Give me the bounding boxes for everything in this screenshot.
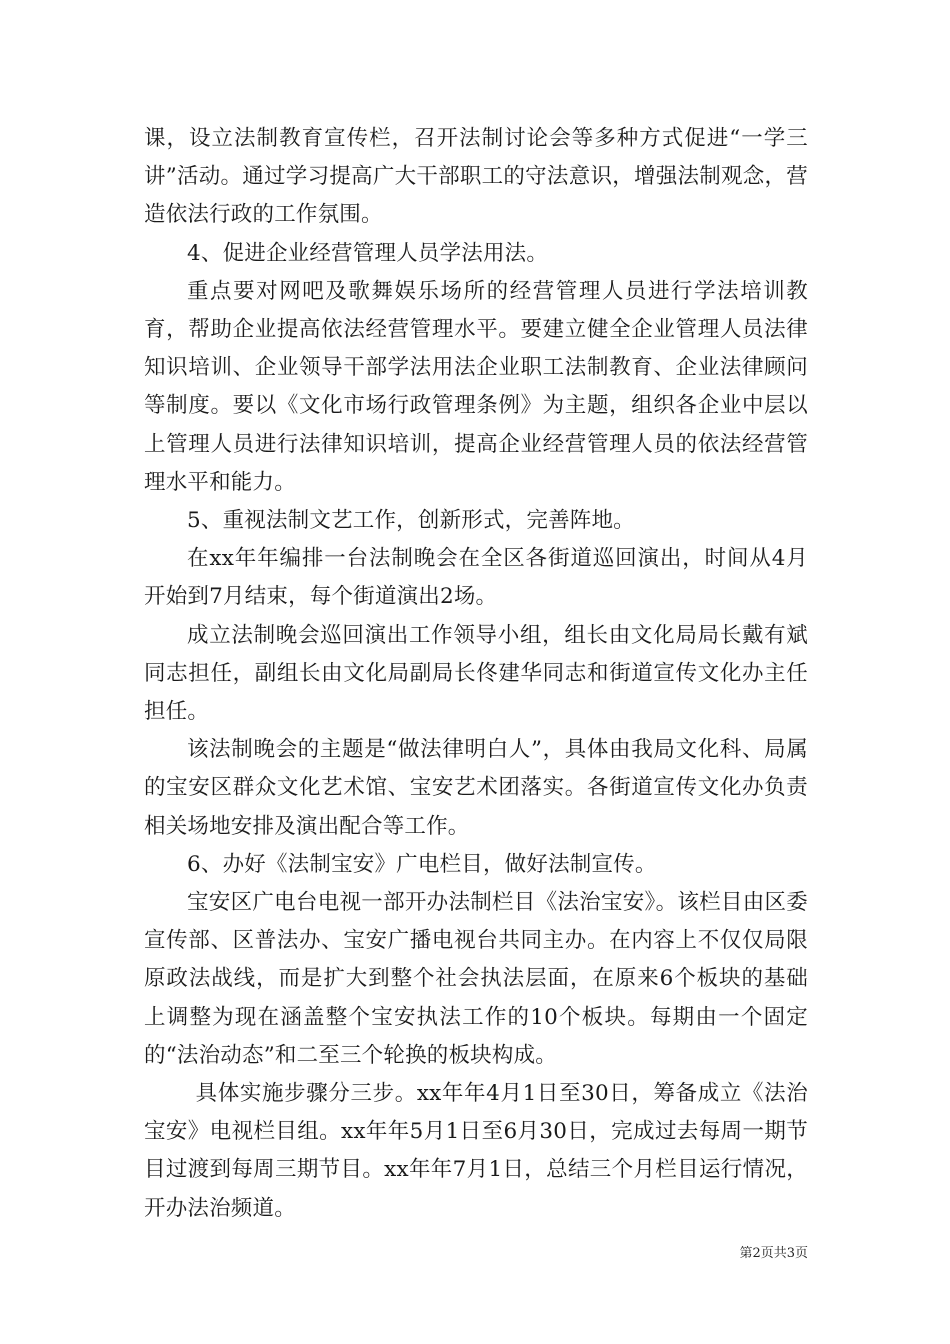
document-body [144,120,808,1228]
paragraph: 具体实施步骤分三步。xx年年4月1日至30日，筹备成立《法治宝安》电视栏目组。xx年年5月1日至6月30日，完成过去每周一期节目过渡到每周三期节目。xx年年7月1日，总结三个月栏目运行情况，开办法治频道。 [144,1081,809,1221]
paragraph: 成立法制晚会巡回演出工作领导小组，组长由文化局局长戴有斌同志担任，副组长由文化局副局长佟建华同志和街道宣传文化办主任担任。 [144,622,808,725]
section-heading-4: 4、促进企业经营管理人员学法用法。 [187,240,549,266]
paragraph-continuation: 课，设立法制教育宣传栏，召开法制讨论会等多种方式促进“一学三讲”活动。通过学习提高广大干部职工的守法意识，增强法制观念，营造依法行政的工作氛围。 [144,126,808,228]
paragraph: 宝安区广电台电视一部开办法制栏目《法治宝安》。该栏目由区委宣传部、区普法办、宝安广播电视台共同主办。在内容上不仅仅局限原政法战线，而是扩大到整个社会执法层面，在原来6个板块的基础上调整为现在涵盖整个宝安执法工作的10个板块。每期由一个固定的“法治动态”和二至三个轮换的板块构成。 [144,890,808,1068]
section-heading-5: 5、重视法制文艺工作，创新形式，完善阵地。 [187,508,635,534]
paragraph: 重点要对网吧及歌舞娱乐场所的经营管理人员进行学法培训教育，帮助企业提高依法经营管理水平。要建立健全企业管理人员法律知识培训、企业领导干部学法用法企业职工法制教育、企业法律顾问等制度。要以《文化市场行政管理条例》为主题，组织各企业中层以上管理人员进行法律知识培训，提高企业经营管理人员的依法经营管理水平和能力。 [144,278,808,495]
section-heading-6: 6、办好《法制宝安》广电栏目，做好法制宣传。 [187,851,657,877]
paragraph: 该法制晚会的主题是“做法律明白人”，具体由我局文化科、局属的宝安区群众文化艺术馆、宝安艺术团落实。各街道宣传文化办负责相关场地安排及演出配合等工作。 [144,737,808,839]
page-number: 第2页共3页 [739,1246,808,1261]
paragraph: 在xx年年编排一台法制晚会在全区各街道巡回演出，时间从4月开始到7月结束，每个街道演出2场。 [144,546,808,610]
